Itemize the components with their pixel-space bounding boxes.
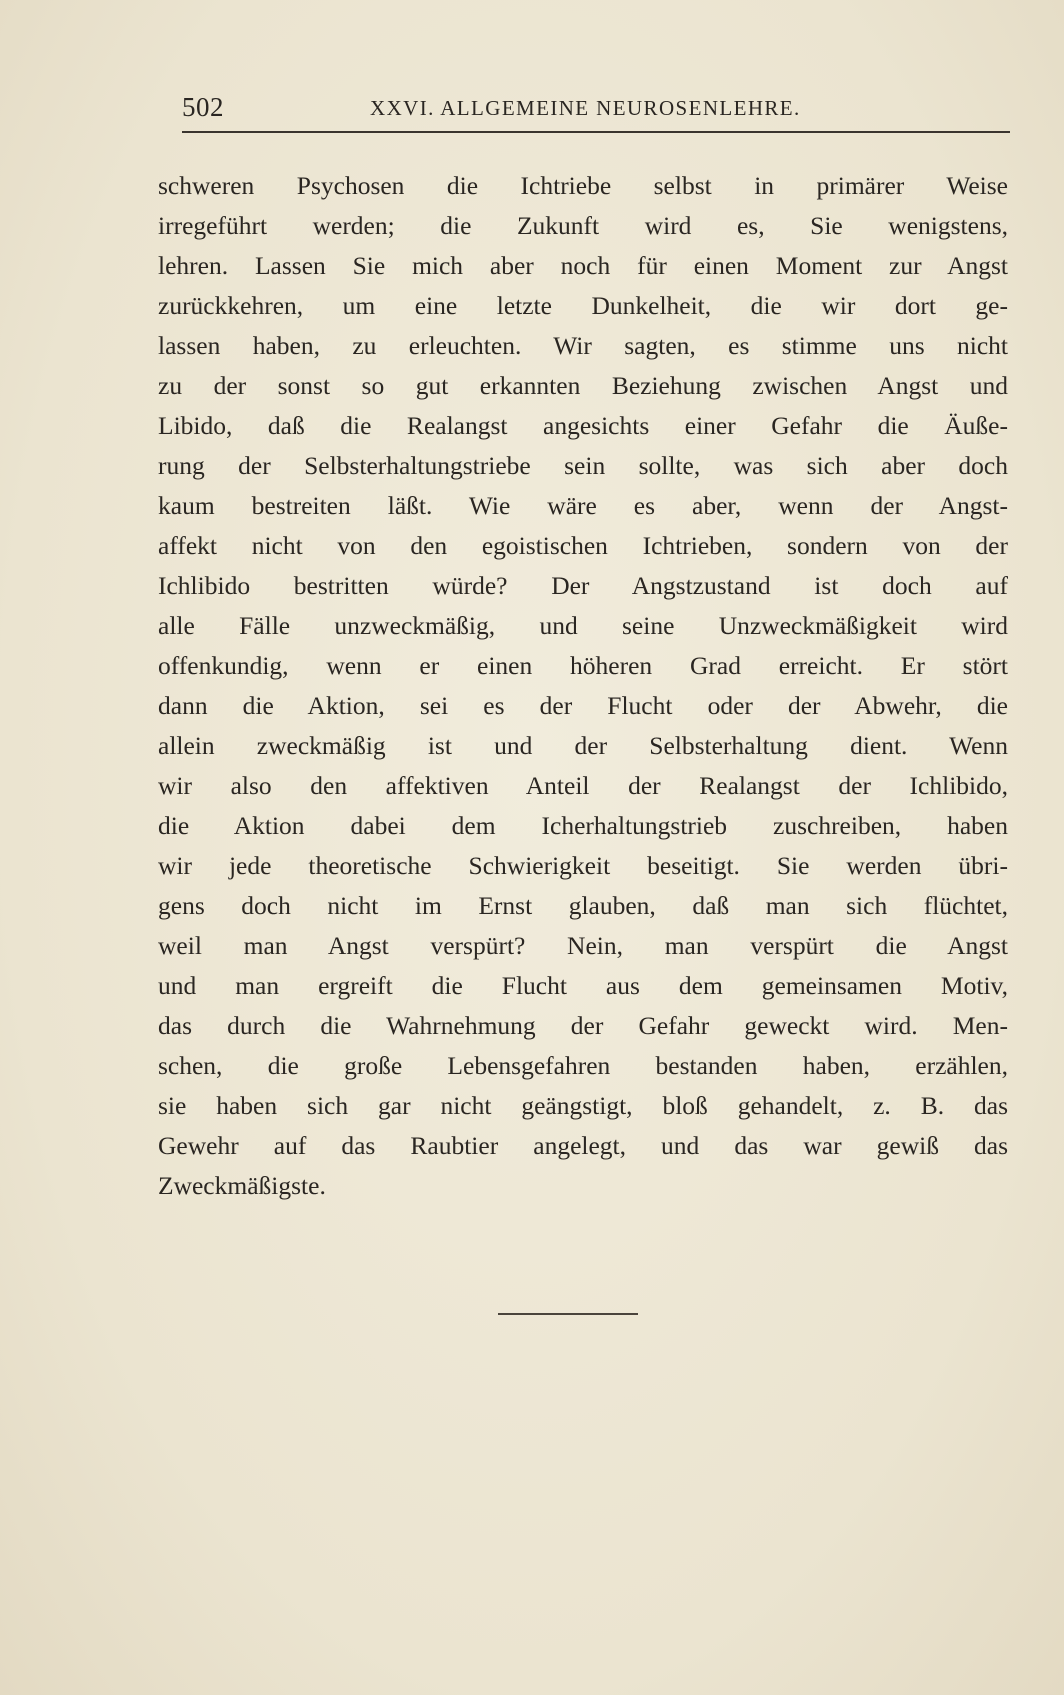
body-text [158, 166, 1008, 1206]
text-line: allein zweckmäßig ist und der Selbsterhaltung dient. Wenn [158, 731, 1008, 760]
running-head [182, 92, 1007, 124]
text-line: affekt nicht von den egoistischen Ichtrieben, sondern von der [158, 531, 1008, 560]
text-line: gens doch nicht im Ernst glauben, daß man sich flüchtet, [158, 891, 1008, 920]
closing-rule [498, 1313, 638, 1315]
text-line: alle Fälle unzweckmäßig, und seine Unzweckmäßigkeit wird [158, 611, 1008, 640]
header-rule [182, 131, 1010, 133]
page-number: 502 [182, 92, 224, 122]
text-line: rung der Selbsterhaltungstriebe sein sollte, was sich aber doch [158, 451, 1008, 480]
text-line: dann die Aktion, sei es der Flucht oder der Abwehr, die [158, 691, 1008, 720]
text-line: schweren Psychosen die Ichtriebe selbst in primärer Weise [158, 171, 1008, 200]
text-line: zu der sonst so gut erkannten Beziehung zwischen Angst und [158, 371, 1008, 400]
text-line: weil man Angst verspürt? Nein, man verspürt die Angst [158, 931, 1008, 960]
text-line: sie haben sich gar nicht geängstigt, bloß gehandelt, z. B. das [158, 1091, 1008, 1120]
text-line: lehren. Lassen Sie mich aber noch für einen Moment zur Angst [158, 251, 1008, 280]
text-line: offenkundig, wenn er einen höheren Grad erreicht. Er stört [158, 651, 1008, 680]
text-line: zurückkehren, um eine letzte Dunkelheit, die wir dort ge- [158, 291, 1008, 320]
text-line: wir also den affektiven Anteil der Realangst der Ichlibido, [158, 771, 1008, 800]
text-line: schen, die große Lebensgefahren bestanden haben, erzählen, [158, 1051, 1008, 1080]
text-line: Gewehr auf das Raubtier angelegt, und das war gewiß das [158, 1131, 1008, 1160]
text-line: das durch die Wahrnehmung der Gefahr geweckt wird. Men- [158, 1011, 1008, 1040]
text-line: Zweckmäßigste. [158, 1171, 326, 1200]
text-line: die Aktion dabei dem Icherhaltungstrieb zuschreiben, haben [158, 811, 1008, 840]
text-line: lassen haben, zu erleuchten. Wir sagten, es stimme uns nicht [158, 331, 1008, 360]
text-line: und man ergreift die Flucht aus dem gemeinsamen Motiv, [158, 971, 1008, 1000]
text-line: kaum bestreiten läßt. Wie wäre es aber, wenn der Angst- [158, 491, 1008, 520]
text-line: wir jede theoretische Schwierigkeit beseitigt. Sie werden übri- [158, 851, 1008, 880]
text-line: Libido, daß die Realangst angesichts einer Gefahr die Äuße- [158, 411, 1008, 440]
text-line: irregeführt werden; die Zukunft wird es, Sie wenigstens, [158, 211, 1008, 240]
chapter-title: XXVI. ALLGEMEINE NEUROSENLEHRE. [370, 96, 801, 120]
text-line: Ichlibido bestritten würde? Der Angstzustand ist doch auf [158, 571, 1008, 600]
